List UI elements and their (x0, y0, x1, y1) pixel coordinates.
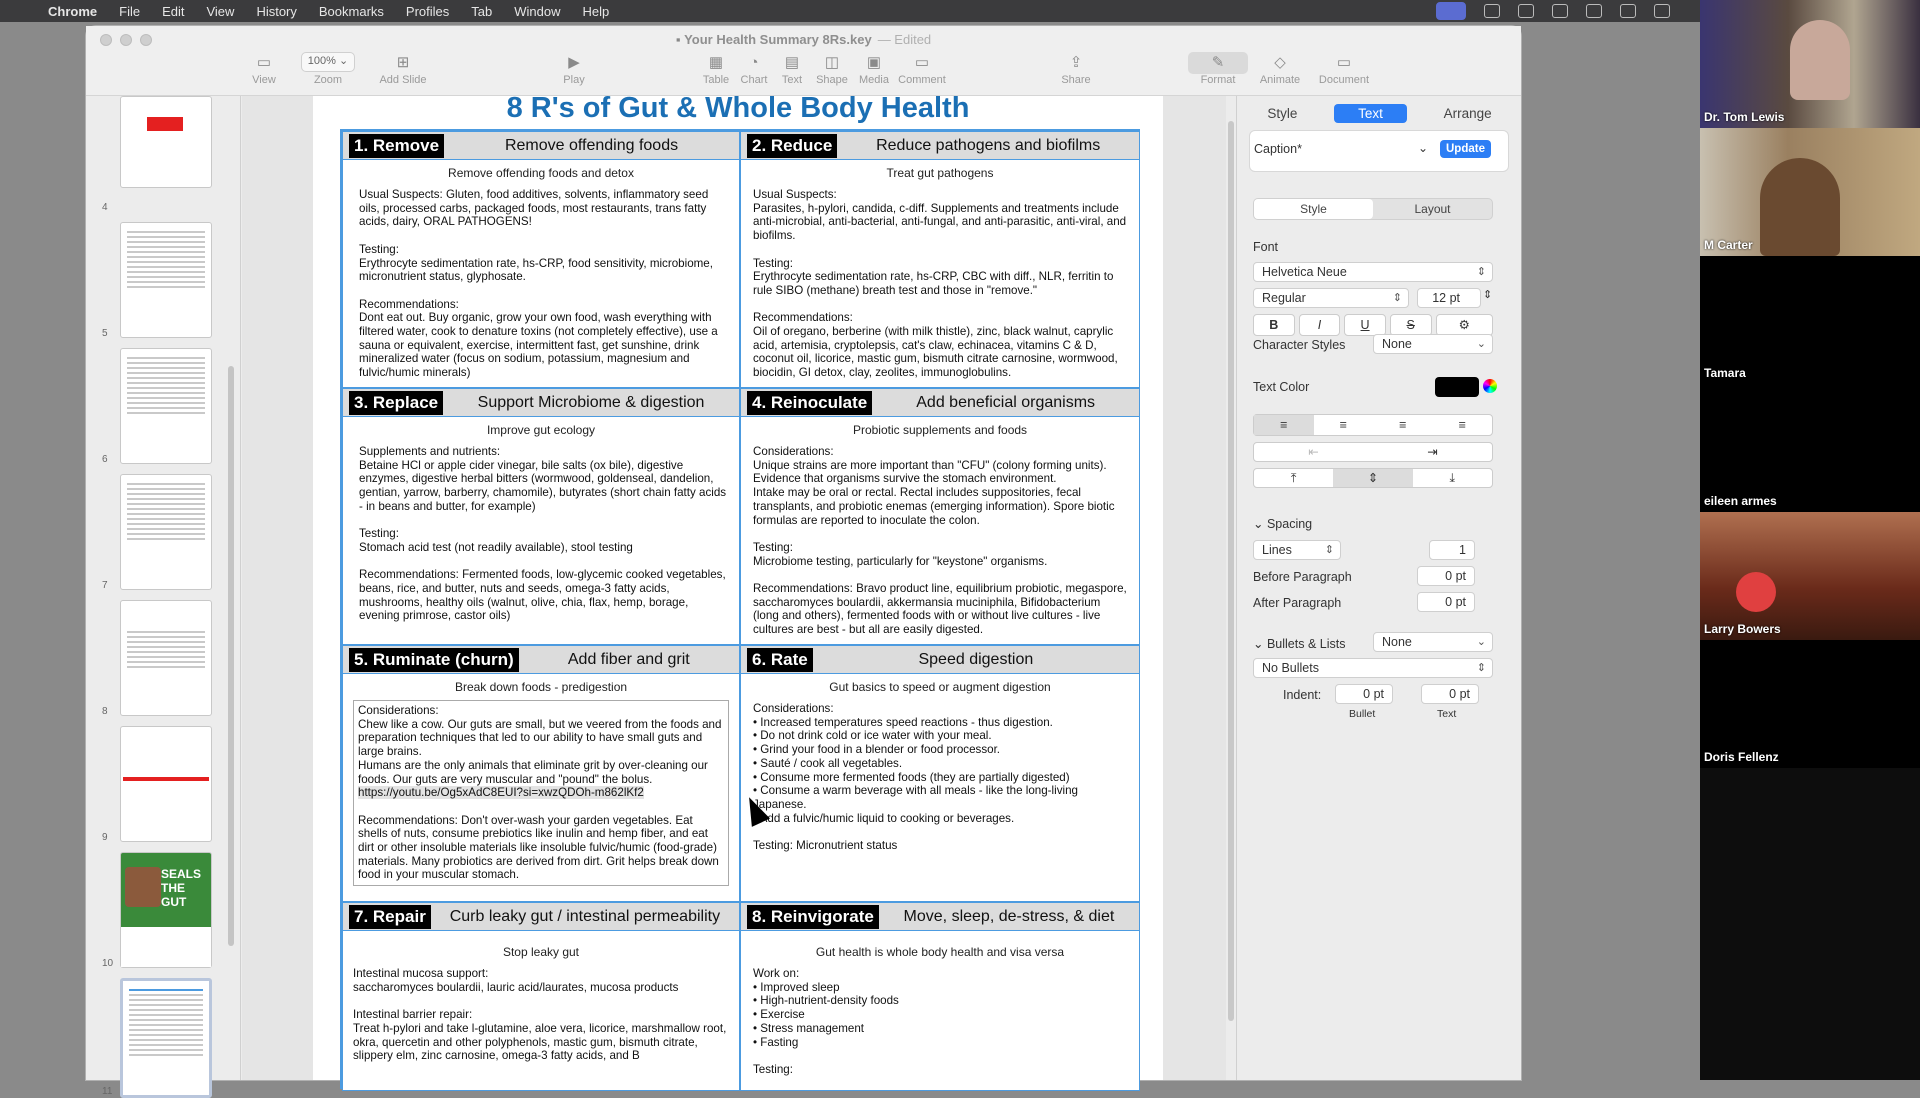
step-subtitle: Break down foods - predigestion (454, 680, 628, 694)
align-top-icon[interactable]: ⤒ (1290, 471, 1297, 485)
cell-header (343, 646, 739, 674)
view-label: View (252, 74, 276, 86)
tab-text[interactable]: Text (1334, 104, 1407, 123)
navigator-scrollbar[interactable] (228, 366, 234, 946)
text-color-label: Text Color (1253, 380, 1310, 394)
zoom-label: Zoom (313, 74, 343, 86)
step-heading: Support Microbiome & digestion (477, 393, 705, 411)
menu-window[interactable]: Window (514, 3, 561, 19)
menu-view[interactable]: View (206, 3, 235, 19)
bullet-caption: Bullet (1349, 708, 1376, 720)
slide-number: 6 (102, 454, 108, 465)
cell-remove[interactable] (342, 131, 740, 388)
slide-thumbnail-11[interactable] (120, 978, 212, 1098)
color-wheel-icon[interactable] (1483, 379, 1497, 393)
slide-navigator (86, 96, 241, 1097)
chevron-down-icon: ⌄ (1476, 338, 1486, 350)
step-subtitle: Improve gut ecology (486, 423, 596, 437)
step-subtitle: Remove offending foods and detox (448, 166, 634, 180)
menu-edit[interactable]: Edit (162, 3, 185, 19)
chart-icon: ◔ (749, 54, 759, 71)
canvas-scrollbar[interactable] (1226, 96, 1236, 1080)
spacing-label-text: Spacing (1266, 517, 1313, 531)
step-body[interactable]: Usual Suspects: Gluten, food additives, solvents, inflammatory seed oils, processed carbs, packaged foods, most restaurants, trans fatty acids, dairy, ORAL PATHOGENS! Testing: Erythrocyte sedimentation rate, hs-CRP, food sensitivity, microbiome, micronutrient status, glyphosate. Recommendations: Dont eat out. Buy organic, grow your own food, wash everything with filtered water, cook to denature toxins (not completely effective), use a sauna or equivalent, exercise, intermittent fast, get sunshine, drink mineralized water (focus on sodium, potassium, magnesium and fulvic/humic minerals) (359, 188, 718, 380)
slide-thumbnail-6[interactable] (120, 348, 212, 464)
text-caption: Text (1437, 708, 1457, 720)
step-label: 8. Reinvigorate (747, 905, 879, 929)
participant-tile[interactable] (1700, 0, 1920, 128)
menu-history[interactable]: History (256, 3, 297, 19)
align-right-icon[interactable]: ≡ (1399, 418, 1407, 432)
decrease-indent-icon[interactable]: ⇤ (1308, 445, 1319, 459)
step-body[interactable]: Work on: • Improved sleep • High-nutrient-density foods • Exercise • Stress management • Fasting Testing: (753, 967, 899, 1076)
youtube-link[interactable]: https://youtu.be/Og5xAdC8EUI?si=xwzQDOh-m862lKf2 (358, 786, 644, 800)
zoom-value-text: 100% (307, 55, 336, 67)
text-color-swatch[interactable] (1435, 377, 1479, 397)
font-label: Font (1253, 240, 1279, 254)
cell-rate[interactable] (740, 645, 1140, 902)
slide (313, 92, 1163, 1080)
person-silhouette (1760, 158, 1840, 256)
cell-header (741, 646, 1139, 674)
font-size-field[interactable] (1417, 288, 1481, 308)
indent-text-field[interactable] (1421, 684, 1479, 704)
plus-icon: ⊞ (396, 54, 410, 71)
diamond-icon: ◇ (1274, 54, 1286, 71)
document-icon: ▭ (1336, 54, 1352, 71)
bullets-lists-label[interactable] (1253, 636, 1345, 651)
step-heading: Reduce pathogens and biofilms (876, 136, 1101, 154)
zoom-value[interactable]: 100% ⌄ (301, 52, 355, 72)
view-button[interactable] (236, 52, 292, 86)
cell-header (343, 389, 739, 417)
subtab-layout[interactable]: Layout (1414, 202, 1451, 216)
alignment-buttons (1253, 414, 1493, 436)
text-icon: ▤ (784, 54, 800, 71)
step-label: 6. Rate (747, 648, 813, 672)
play-icon[interactable] (1586, 4, 1602, 18)
slide-number: 5 (102, 328, 108, 339)
wifi-icon[interactable] (1620, 4, 1636, 18)
participant-name: Doris Fellenz (1704, 750, 1779, 764)
participant-name: eileen armes (1704, 494, 1777, 508)
step-subtitle: Gut health is whole body health and visa versa (815, 945, 1065, 959)
paragraph-style-box (1249, 130, 1509, 172)
paragraph-style-name[interactable]: Caption* (1254, 142, 1302, 156)
before-paragraph-value: 0 pt (1445, 569, 1466, 583)
play-button[interactable] (546, 52, 602, 86)
step-subtitle: Stop leaky gut (502, 945, 580, 959)
media-label: Media (859, 74, 889, 86)
step-label: 7. Repair (349, 905, 431, 929)
tab-arrange[interactable]: Arrange (1443, 106, 1492, 121)
siri-icon[interactable] (1484, 4, 1500, 18)
participant-name: Dr. Tom Lewis (1704, 110, 1785, 124)
add-slide-label: Add Slide (379, 74, 427, 86)
align-bottom-icon[interactable]: ⤓ (1449, 471, 1456, 485)
menu-chrome[interactable]: Chrome (48, 3, 98, 19)
participant-tile[interactable] (1700, 128, 1920, 256)
updown-icon: ⇕ (1476, 266, 1486, 278)
bold-button[interactable]: B (1253, 314, 1295, 336)
red-line (123, 777, 209, 781)
step-heading: Add fiber and grit (567, 650, 690, 668)
slide-thumbnail-10[interactable] (120, 852, 212, 968)
animate-label: Animate (1259, 74, 1301, 86)
line-spacing-value: 1 (1459, 543, 1466, 557)
indent-bullet-value: 0 pt (1363, 687, 1384, 701)
slide-number: 8 (102, 706, 108, 717)
table-label: Table (702, 74, 730, 86)
slide-thumbnail-4[interactable] (120, 96, 212, 188)
character-styles-select[interactable] (1373, 334, 1493, 354)
cell-reinvigorate[interactable] (740, 902, 1140, 1091)
slide-number: 9 (102, 832, 108, 843)
menu-profiles[interactable]: Profiles (405, 3, 450, 19)
step-label: 5. Ruminate (churn) (349, 648, 519, 672)
clock-icon[interactable] (1552, 4, 1568, 18)
font-size-value: 12 pt (1432, 291, 1460, 305)
text-label: Text (781, 74, 803, 86)
status-icons (1436, 2, 1670, 20)
red-banner (147, 117, 183, 131)
subtab-style[interactable]: Style (1254, 199, 1373, 219)
spacing-label[interactable] (1253, 516, 1312, 531)
apple-icon[interactable] (18, 2, 36, 20)
toolbar (86, 26, 1521, 96)
inspector-tabs (1237, 104, 1522, 123)
thumbnail-headline: SEALS THE GUT (161, 867, 202, 909)
slide-number: 7 (102, 580, 108, 591)
participant-tile[interactable] (1700, 512, 1920, 640)
thumbnail-caption-area (121, 927, 211, 967)
slide-number: 4 (102, 202, 108, 213)
before-paragraph-label: Before Paragraph (1253, 570, 1352, 584)
bullet-type-value: No Bullets (1262, 661, 1319, 675)
body-text: Recommendations: Don't over-wash your garden vegetables. Eat shells of nuts, consume prebiotics like inulin and hemp fiber, and eat dirt or other insoluble materials like insoluble fulvic/humic (food-grade) materials. Many probiotics are derived from dirt. Grit helps break down food in your muscular stomach. (358, 813, 719, 882)
screen-share-icon[interactable] (1436, 2, 1466, 20)
align-center-icon[interactable]: ≡ (1339, 418, 1347, 432)
step-label: 1. Remove (349, 134, 444, 158)
cell-header (741, 389, 1139, 417)
bullets-select[interactable] (1373, 632, 1493, 652)
document-title (86, 32, 1521, 47)
disclosure-icon: ⌄ (1253, 517, 1267, 531)
format-inspector (1236, 96, 1521, 1080)
bullet-type-select[interactable] (1253, 658, 1493, 678)
share-label: Share (1061, 74, 1091, 86)
indent-buttons (1253, 442, 1493, 462)
step-body[interactable]: Considerations: • Increased temperatures speed reactions - thus digestion. • Do not drink cold or ice water with your meal. • Grind your food in a blender or food processor. • Sauté / cook all vegetables. • Consume more fermented foods (they are partially digested) • Consume a warm beverage with all meals - like the long-living Japanese. • Add a fulvic/humic liquid to cooking or beverages. Testing: Micronutrient status (753, 702, 1078, 853)
step-heading: Speed digestion (918, 650, 1034, 668)
cell-reinoculate[interactable] (740, 388, 1140, 645)
menu-bar (0, 0, 1920, 22)
step-body[interactable]: Intestinal mucosa support: saccharomyces boulardii, lauric acid/laurates, mucosa products Intestinal barrier repair: Treat h-pylori and take l-glutamine, aloe vera, licorice, marshmallow root, okra, quercetin and other polyphenols, mastic gum, bismuth citrate, slippery elm, zinc carnosine, omega-3 fatty acids, and B (353, 967, 727, 1063)
text-style-buttons (1253, 314, 1493, 336)
step-body[interactable]: Usual Suspects: Parasites, h-pylori, candida, c-diff. Supplements and treatments include anti-microbial, anti-bacterial, anti-fungal, and anti-parasitic, anti-viral, and biofilms. Testing: Erythrocyte sedimentation rate, hs-CRP, CBC with diff., NLR, ferritin to rule SIBO (methane) breath test and those in "remove." Recommendations: Oil of oregano, berberine (with milk thistle), zinc, black walnut, caprylic acid, artemisia, cryptolepsis, cat's claw, echinacea, vitamins C & D, coconut oil, licorice, mastic gum, bismuth citrate carnosine, wormwood, biocidin, GI detox, clay, zeolites, immunoglobulins. (753, 188, 1127, 380)
strikethrough-button[interactable]: S (1390, 314, 1432, 336)
underline-button[interactable]: U (1344, 314, 1386, 336)
tab-style[interactable]: Style (1267, 106, 1298, 121)
scroll-thumb[interactable] (1228, 121, 1234, 1021)
slide-number: 10 (102, 958, 114, 969)
step-label: 2. Reduce (747, 134, 837, 158)
step-body-selected[interactable] (353, 700, 729, 886)
share-icon: ⇪ (1069, 54, 1083, 71)
step-body[interactable]: Considerations: Unique strains are more important than "CFU" (colony forming units). Evidence that organisms survive the stomach environment. Intake may be oral or rectal. Rectal includes suppositories, fecal transplants, and probiotic enemas (emerging information). Spore biotic formulas are reported to inoculate the colon. Testing: Microbiome testing, particularly for "keystone" organisms. Recommendations: Bravo product line, equilibrium probiotic, megaspore, saccharomyces boulardii, akkermansia muciniphila, Bifidobacterium (long and others), fermented foods with or without live cultures - live cultures are best - but all are easily digested. (753, 445, 1127, 637)
video-call-panel (1700, 0, 1920, 1080)
bullets-value: None (1382, 635, 1412, 649)
cell-header (741, 132, 1139, 160)
person-silhouette (1790, 20, 1850, 100)
video-feed (1700, 512, 1920, 640)
after-paragraph-label: After Paragraph (1253, 596, 1342, 610)
person-image (125, 867, 161, 907)
comment-button[interactable] (894, 52, 950, 86)
slide-thumbnail-8[interactable] (120, 600, 212, 716)
after-paragraph-value: 0 pt (1445, 595, 1466, 609)
updown-icon: ⇕ (1392, 292, 1402, 304)
disclosure-icon: ⌄ (1253, 637, 1267, 651)
font-family-value: Helvetica Neue (1262, 265, 1347, 279)
chart-label: Chart (740, 74, 768, 86)
vertical-align-buttons (1253, 468, 1493, 488)
document-label: Document (1318, 74, 1370, 86)
slide-thumbnail-9[interactable] (120, 726, 212, 842)
document-button[interactable] (1312, 52, 1376, 86)
line-spacing-select[interactable] (1253, 540, 1341, 560)
cell-ruminate[interactable] (342, 645, 740, 902)
updown-icon: ⇕ (1476, 662, 1486, 674)
stepper-icon[interactable]: ⇕ (1483, 289, 1493, 301)
step-subtitle: Probiotic supplements and foods (852, 423, 1028, 437)
step-subtitle: Treat gut pathogens (886, 166, 994, 180)
format-label: Format (1200, 74, 1236, 86)
participant-name: M Carter (1704, 238, 1753, 252)
document-name: Your Health Summary 8Rs.key (684, 32, 872, 47)
indent-label: Indent: (1283, 688, 1322, 702)
menu-bookmarks[interactable]: Bookmarks (318, 3, 384, 19)
menu-file[interactable]: File (119, 3, 141, 19)
slide-thumbnail-7[interactable] (120, 474, 212, 590)
style-layout-toggle (1253, 198, 1493, 220)
zoom-control[interactable] (300, 52, 356, 86)
participant-name: Tamara (1704, 366, 1746, 380)
participant-name: Larry Bowers (1704, 622, 1781, 636)
step-body[interactable]: Supplements and nutrients: Betaine HCl or apple cider vinegar, bile salts (ox bile), digestive enzymes, digestive herbal bitters (wormwood, goldenseal, dandelion, gentian, yarrow, barberry, chamomile), butyrates (short chain fatty acids - in beans and butter, for example) Testing: Stomach acid test (not readily available), stool testing Recommendations: Fermented foods, low-glycemic cooked vegetables, beans, rice, and butter, nuts and seeds, omega-3 fatty acids, mushrooms, healthy oils (walnut, olive, chia, flax, hemp, borage, evening primrose, castor oils) (359, 445, 727, 623)
before-paragraph-field[interactable] (1417, 566, 1475, 586)
cell-replace[interactable] (342, 388, 740, 645)
step-heading: Curb leaky gut / intestinal permeability (449, 907, 721, 925)
character-styles-value: None (1382, 337, 1412, 351)
cell-header (343, 132, 739, 160)
cell-header (343, 903, 739, 931)
step-label: 3. Replace (349, 391, 443, 415)
indent-bullet-field[interactable] (1335, 684, 1393, 704)
media-icon: ▣ (866, 54, 882, 71)
menu-tab[interactable]: Tab (471, 3, 493, 19)
cell-repair[interactable] (342, 902, 740, 1091)
keynote-window (86, 26, 1521, 1097)
eight-rs-table (340, 129, 1140, 1089)
edited-label: — Edited (877, 32, 932, 47)
step-label: 4. Reinoculate (747, 391, 872, 415)
gear-icon[interactable]: ⚙ (1436, 314, 1493, 336)
after-paragraph-field[interactable] (1417, 592, 1475, 612)
comment-label: Comment (898, 74, 946, 86)
menu-help[interactable]: Help (582, 3, 610, 19)
shape-icon: ◫ (824, 54, 840, 71)
updown-icon: ⇕ (1324, 544, 1334, 556)
animate-button[interactable] (1252, 52, 1308, 86)
play-label: Play (563, 74, 585, 86)
format-button[interactable] (1186, 52, 1250, 86)
paintbrush-icon: ✎ (1188, 52, 1248, 74)
indent-text-value: 0 pt (1449, 687, 1470, 701)
update-button[interactable]: Update (1440, 140, 1491, 158)
participant-tile[interactable] (1700, 256, 1920, 384)
shape-label: Shape (816, 74, 848, 86)
increase-indent-icon[interactable]: ⇥ (1427, 445, 1438, 459)
play-icon: ▶ (568, 54, 580, 71)
align-left-icon[interactable]: ≡ (1254, 415, 1314, 435)
align-middle-icon[interactable]: ⇕ (1333, 469, 1412, 487)
chevron-down-icon: ⌄ (1476, 636, 1486, 648)
font-weight-select[interactable] (1253, 288, 1409, 308)
participant-tile[interactable] (1700, 384, 1920, 512)
character-styles-label: Character Styles (1253, 338, 1346, 352)
lock-icon: ▪ (675, 32, 685, 47)
sidebar-icon: ▭ (256, 54, 272, 71)
italic-button[interactable]: I (1299, 314, 1341, 336)
font-weight-value: Regular (1262, 291, 1306, 305)
step-heading: Add beneficial organisms (916, 393, 1096, 411)
comment-icon: ▭ (914, 54, 930, 71)
bullets-label-text: Bullets & Lists (1266, 637, 1346, 651)
chevron-down-icon[interactable]: ⌄ (1418, 141, 1429, 155)
font-family-select[interactable] (1253, 262, 1493, 282)
search-icon[interactable] (1654, 4, 1670, 18)
line-spacing-field[interactable] (1429, 540, 1475, 560)
justify-icon[interactable]: ≡ (1458, 418, 1466, 432)
slide-title[interactable]: 8 R's of Gut & Whole Body Health (506, 92, 970, 124)
table-icon: ▦ (708, 54, 724, 71)
participant-tile[interactable] (1700, 640, 1920, 768)
step-heading: Move, sleep, de-stress, & diet (903, 907, 1115, 925)
step-heading: Remove offending foods (504, 136, 679, 154)
cell-header (741, 903, 1139, 931)
person-silhouette (1736, 572, 1776, 612)
cell-reduce[interactable] (740, 131, 1140, 388)
slide-number: 11 (102, 1086, 113, 1097)
step-subtitle: Gut basics to speed or augment digestion (829, 680, 1051, 694)
body-text: Considerations: Chew like a cow. Our guts are small, but we veered from the foods and preparation techniques that led to our ability to have small guts and large brains. Humans are the only animals that eliminate grit by over-cleaning our foods. Our guts are very muscular and "pound" the bolus. (358, 704, 722, 786)
slide-canvas (242, 92, 1226, 1080)
share-button[interactable] (1048, 52, 1104, 86)
battery-icon[interactable] (1518, 4, 1534, 18)
line-spacing-mode: Lines (1262, 543, 1292, 557)
slide-thumbnail-5[interactable] (120, 222, 212, 338)
add-slide-button[interactable] (368, 52, 438, 86)
